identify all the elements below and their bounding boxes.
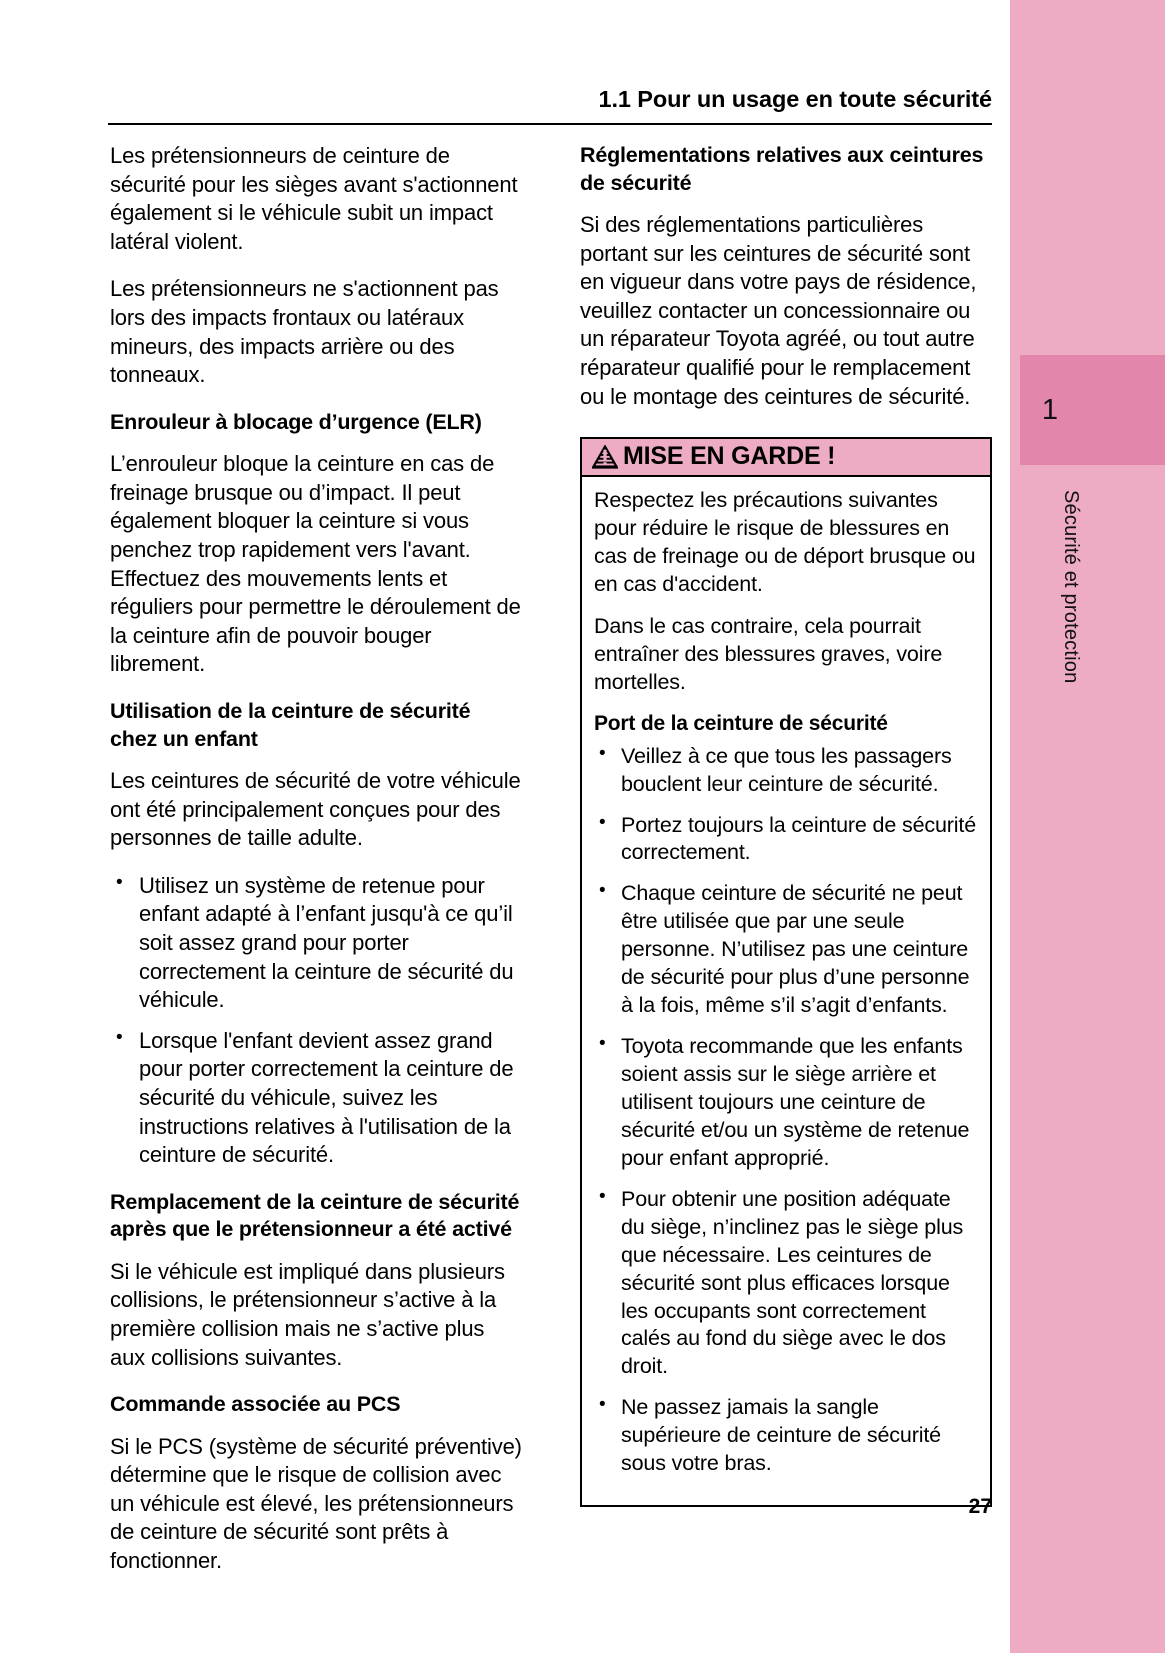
heading-seatbelt-regulations: Réglementations relatives aux ceintures de sécurité [580,143,984,195]
paragraph-pretensioners-not-activated: Les prétensionneurs ne s'actionnent pas lors des impacts frontaux ou latéraux mineurs, des impacts arrière ou des tonneaux. [110,276,499,388]
warning-triangle-icon [592,445,618,469]
warning-subheading-wearing-seatbelt: Port de la ceinture de sécurité [594,711,888,735]
chapter-label: Sécurité et protection [1060,490,1082,684]
warning-bullet-list [594,743,978,1479]
paragraph-belt-replacement: Si le véhicule est impliqué dans plusieurs collisions, le prétensionneur s’active à la première collision mais ne s’active plus aux collisions suivantes. [110,1258,505,1370]
page-number: 27 [968,1495,992,1518]
warning-intro-consequences: Dans le cas contraire, cela pourrait entraîner des blessures graves, voire mortelles. [594,613,943,694]
list-item: • Lorsque l'enfant devient assez grand pour porter correctement la ceinture de sécurité du véhicule, suivez les instructions relatives à l'utilisation de la ceinture de sécurité. [110,1027,522,1170]
paragraph-elr: L’enrouleur bloque la ceinture en cas de freinage brusque ou d’impact. Il peut également bloquer la ceinture si vous penchez trop rapidement vers l'avant. Effectuez des mouvements lents et réguliers pour permettre le déroulement de la ceinture afin de pouvoir bouger librement. [110,451,521,677]
heading-belt-replacement: Remplacement de la ceinture de sécurité après que le prétensionneur a été activé [110,1189,520,1242]
paragraph-child-seatbelt-use: Les ceintures de sécurité de votre véhicule ont été principalement conçues pour des personnes de taille adulte. [110,768,521,851]
paragraph-pretensioners-side-impact: Les prétensionneurs de ceinture de sécurité pour les sièges avant s'actionnent également si le véhicule subit un impact latéral violent. [110,143,518,254]
heading-child-seatbelt-use: Utilisation de la ceinture de sécurité chez un enfant [110,699,471,751]
heading-pcs-control: Commande associée au PCS [110,1392,401,1417]
running-header [108,86,992,113]
warning-intro-precautions: Respectez les précautions suivantes pour réduire le risque de blessures en cas de freinage ou de déport brusque ou en cas d'accident. [594,488,976,596]
paragraph-pcs-control: Si le PCS (système de sécurité préventive) détermine que le risque de collision avec un véhicule est élevé, les prétensionneurs de ceinture de sécurité sont prêts à fonctionner. [110,1433,522,1574]
list-item: • Veillez à ce que tous les passagers bouclent leur ceinture de sécurité. [594,743,978,799]
list-item: • Toyota recommande que les enfants soient assis sur le siège arrière et utilisent toujours une ceinture de sécurité et/ou un système de retenue pour enfant approprié. [594,1033,978,1173]
warning-box-body [582,477,990,1505]
child-seatbelt-bullet-list [110,872,522,1170]
warning-box-title: MISE EN GARDE ! [623,442,836,471]
heading-elr: Enrouleur à blocage d’urgence (ELR) [110,409,482,434]
chapter-tab-strip [1010,0,1165,1653]
list-item: • Chaque ceinture de sécurité ne peut être utilisée que par une seule personne. N’utilisez pas une ceinture de sécurité pour plus d’une personne à la fois, même s’il s’agit d’enfants. [594,880,978,1020]
right-column [580,142,992,1507]
list-item: • Utilisez un système de retenue pour enfant adapté à l’enfant jusqu'à ce qu’il soit assez grand pour porter correctement la ceinture de sécurité du véhicule. [110,872,522,1015]
page-title: 1.1 Pour un usage en toute sécurité [598,86,992,112]
paragraph-seatbelt-regulations: Si des réglementations particulières portant sur les ceintures de sécurité sont en vigueur dans votre pays de résidence, veuillez contacter un concessionnaire ou un réparateur Toyota agréé, ou tout autre réparateur qualifié pour le remplacement ou le montage des ceintures de sécurité. [580,212,977,409]
warning-box-header [582,439,990,477]
header-divider [108,123,992,125]
list-item: • Ne passez jamais la sangle supérieure de ceinture de sécurité sous votre bras. [594,1394,978,1478]
list-item: • Portez toujours la ceinture de sécurité correctement. [594,812,978,868]
left-column [110,142,522,1595]
chapter-number: 1 [1041,393,1059,426]
list-item: • Pour obtenir une position adéquate du siège, n’inclinez pas le siège plus que nécessaire. Les ceintures de sécurité sont plus efficaces lorsque les occupants sont correctement calés au fond du siège avec le dos droit. [594,1186,978,1382]
warning-box [580,437,992,1507]
